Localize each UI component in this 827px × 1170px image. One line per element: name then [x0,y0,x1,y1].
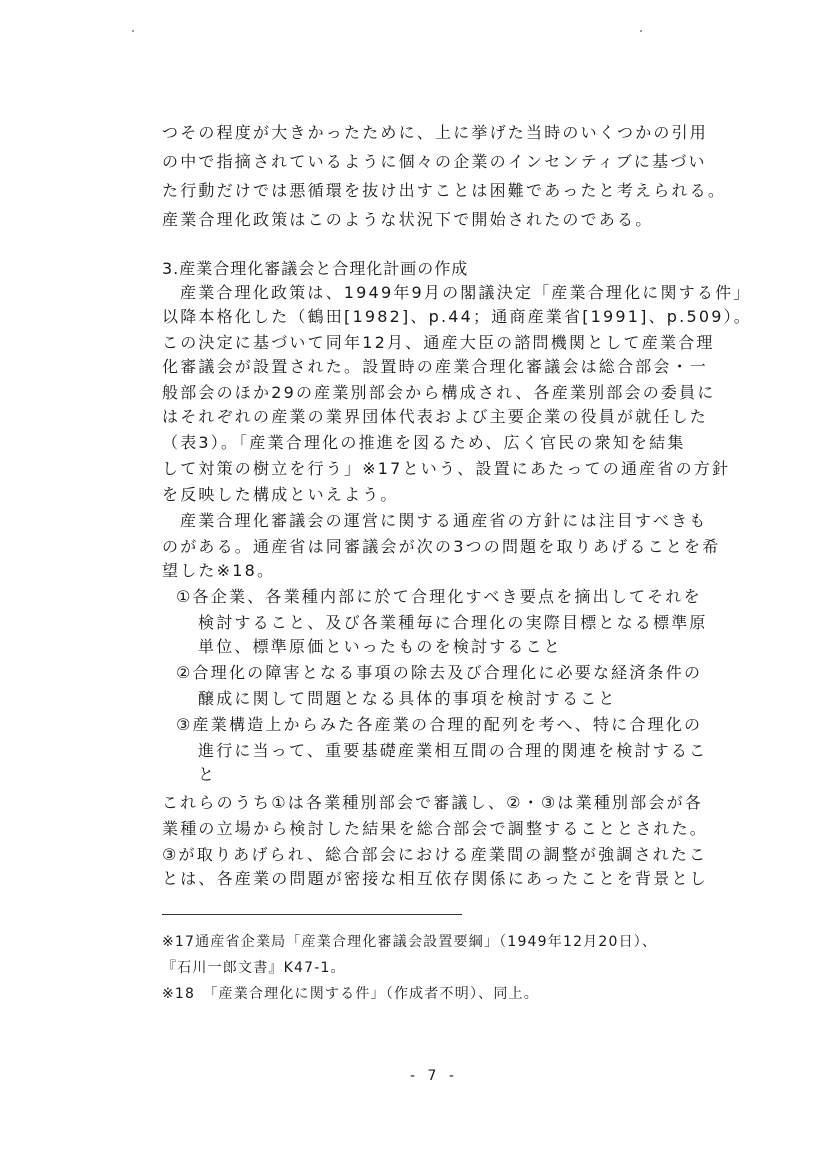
scan-speck [640,30,642,32]
page-number: - 7 - [410,1068,458,1084]
body-line: これらのうち①は各業種別部会で審議し、②・③は業種別部会が各 [162,793,704,812]
body-line: 業種の立場から検討した結果を総合部会で調整することとされた。 [162,819,709,838]
body-line: 以降本格化した（鶴田[1982]、p.44；通商産業省[1991]、p.509）。 [162,307,752,326]
body-line: （表3）。「産業合理化の推進を図るため、広く官民の衆知を結集 [162,433,686,452]
body-line: はそれぞれの産業の業界団体代表および主要企業の役員が就任した [162,407,709,426]
footnote: 『石川一郎文書』K47-1。 [162,960,346,976]
body-line: して対策の樹立を行う」※17という、設置にあたっての通産省の方針 [162,459,731,478]
list-item-continuation: 醸成に関して問題となる具体的事項を検討すること [198,689,617,708]
body-line: の中で指摘されているように個々の企業のインセンティブに基づい [162,152,707,171]
body-line: た行動だけでは悪循環を抜け出すことは困難であったと考えられる。 [162,181,727,200]
body-line: を反映した構成といえよう。 [162,485,399,504]
list-item-continuation: 単位、標準原価といったものを検討すること [198,637,563,656]
body-line: とは、各産業の問題が密接な相互依存関係にあったことを背景とし [162,869,708,888]
list-item-continuation: と [198,765,217,784]
list-item: ②合理化の障害となる事項の除去及び合理化に必要な経済条件の [176,663,703,682]
body-line: 産業合理化政策はこのような状況下で開始されたのである。 [162,210,654,229]
body-line: 産業合理化審議会の運営に関する通産省の方針には注目すべきも [180,511,708,530]
list-item: ③産業構造上からみた各産業の合理的配列を考へ、特に合理化の [176,715,703,734]
body-line: この決定に基づいて同年12月、通産大臣の諮問機関として産業合理 [162,333,715,352]
body-line: ③が取りあげられ、総合部会における産業間の調整が強調されたこ [162,845,708,864]
footnote: ※18 「産業合理化に関する件」（作成者不明）、同上。 [162,986,539,1002]
body-line: 般部会のほか29の産業別部会から構成され、各産業別部会の委員に [162,383,716,402]
list-item-continuation: 検討すること、及び各業種毎に合理化の実際目標となる標準原 [198,613,708,632]
body-line: 望した※18。 [162,561,276,580]
section-heading: 3.産業合理化審議会と合理化計画の作成 [162,259,469,278]
list-item: ①各企業、各業種内部に於て合理化すべき要点を摘出してそれを [176,587,702,606]
body-line: のがある。通産省は同審議会が次の3つの問題を取りあげることを希 [162,537,721,556]
list-item-continuation: 進行に当って、重要基礎産業相互間の合理的関連を検討するこ [198,741,708,760]
scan-speck [132,30,134,32]
body-line: 産業合理化政策は、1949年9月の閣議決定「産業合理化に関する件」 [180,283,752,302]
footnote-separator [162,914,462,915]
body-line: つその程度が大きかったために、上に挙げた当時のいくつかの引用 [162,123,709,142]
body-line: 化審議会が設置された。設置時の産業合理化審議会は総合部会・一 [162,357,709,376]
footnote: ※17通産省企業局「産業合理化審議会設置要綱」（1949年12月20日）、 [162,934,658,950]
